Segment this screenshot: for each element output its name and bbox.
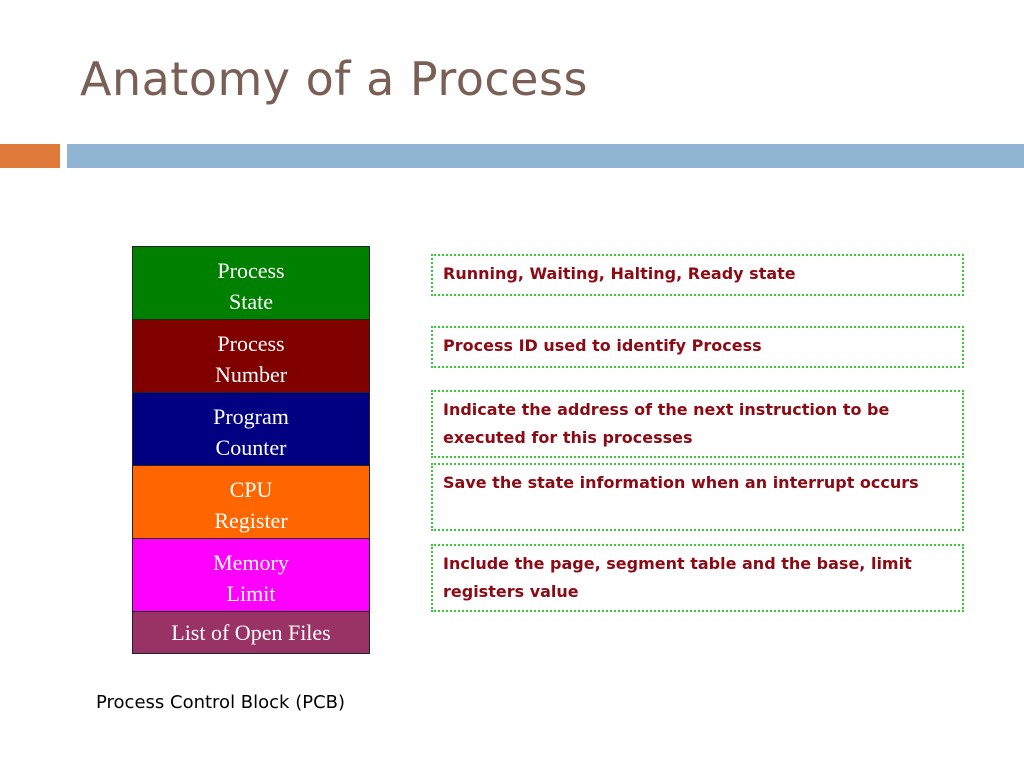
accent-bar-orange bbox=[0, 144, 60, 168]
pcb-row-label-line1: Memory bbox=[213, 550, 289, 575]
pcb-row-process-number bbox=[133, 320, 369, 393]
pcb-row-label-line2: State bbox=[229, 289, 273, 314]
pcb-row-cpu-register bbox=[133, 466, 369, 539]
pcb-row-label-line2: Register bbox=[214, 508, 288, 533]
pcb-row-label-line2: Limit bbox=[226, 581, 276, 606]
accent-bar-blue bbox=[67, 144, 1024, 168]
pcb-row-label-line2: Counter bbox=[215, 435, 287, 460]
description-process-number: Process ID used to identify Process bbox=[431, 326, 964, 368]
pcb-row-process-state bbox=[133, 247, 369, 320]
description-program-counter: Indicate the address of the next instruction to be executed for this processes bbox=[431, 390, 964, 458]
description-memory-limit: Include the page, segment table and the base, limit registers value bbox=[431, 544, 964, 612]
pcb-row-label-line1: List of Open Files bbox=[171, 620, 331, 645]
pcb-row-open-files bbox=[133, 612, 369, 653]
description-cpu-register: Save the state information when an interrupt occurs bbox=[431, 463, 964, 531]
pcb-row-program-counter bbox=[133, 393, 369, 466]
slide-title: Anatomy of a Process bbox=[80, 52, 588, 106]
pcb-table bbox=[132, 246, 370, 654]
description-process-state: Running, Waiting, Halting, Ready state bbox=[431, 254, 964, 296]
pcb-row-memory-limit bbox=[133, 539, 369, 612]
pcb-row-label-line1: Program bbox=[213, 404, 289, 429]
pcb-row-label-line1: CPU bbox=[229, 477, 273, 502]
pcb-row-label-line2: Number bbox=[214, 362, 288, 387]
pcb-row-label-line1: Process bbox=[217, 331, 285, 356]
pcb-row-label-line1: Process bbox=[217, 258, 285, 283]
pcb-caption: Process Control Block (PCB) bbox=[96, 692, 346, 713]
